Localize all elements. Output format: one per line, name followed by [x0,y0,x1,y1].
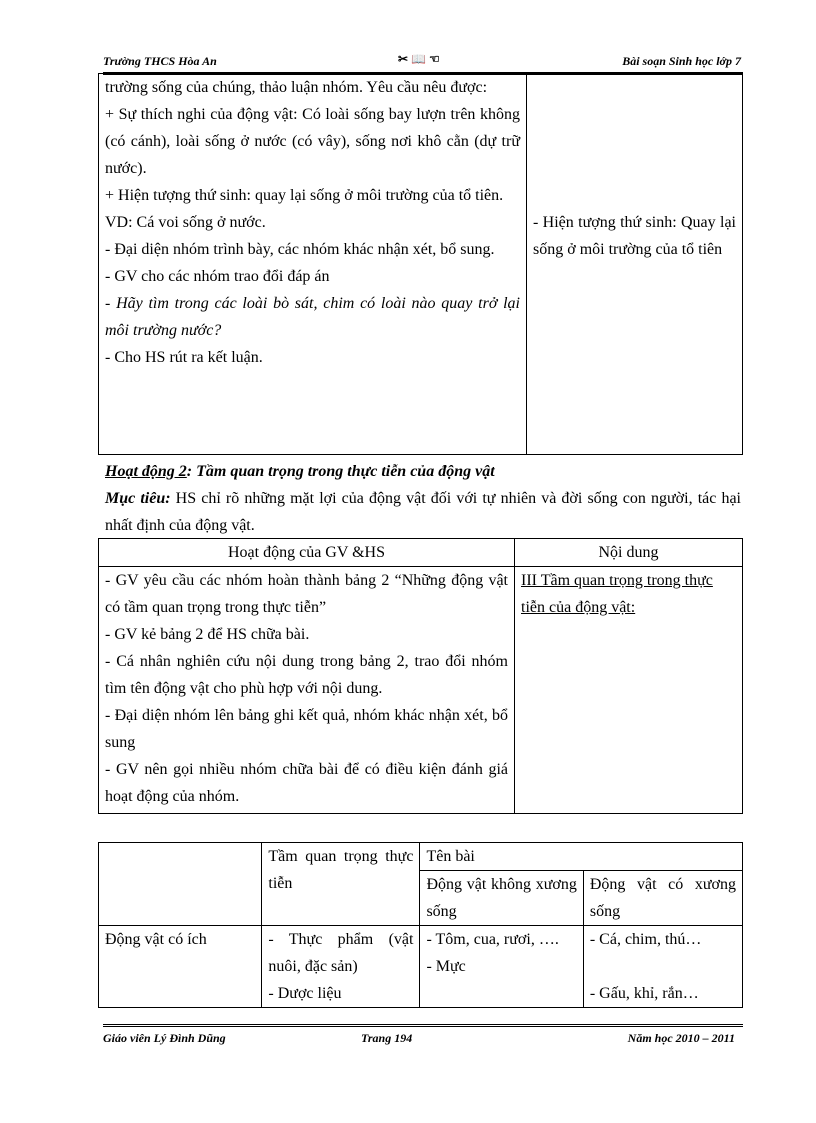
text-line: - GV nên gọi nhiều nhóm chữa bài để có điều kiện đánh giá hoạt động của nhóm. [105,761,508,805]
activity-2-title [105,458,741,485]
section-heading: III Tầm quan trọng trong thực tiễn của động vật: [521,572,713,616]
header-name: Tên bài [420,843,743,871]
footer-school-year: Năm học 2010 – 2011 [627,1031,735,1045]
row-label-useful: Động vật có ích [99,926,262,1008]
activity-2-heading: : Tầm quan trọng trong thực tiễn của động vật [186,463,495,480]
activity-table [98,538,743,814]
activity-left-cell [99,567,515,814]
text-line: - GV cho các nhóm trao đổi đáp án [105,268,330,285]
importance-medicine: - Dược liệu [268,985,342,1002]
invertebrate-cell [420,926,583,1008]
header-invertebrate: Động vật không xương sống [420,871,583,926]
activity-right-cell [515,567,743,814]
text-line: - Cá nhân nghiên cứu nội dung trong bảng 2, trao đổi nhóm tìm tên động vật cho phù hợp với nội dung. [105,653,508,697]
vertebrate-food: - Cá, chim, thú… [589,931,702,948]
invertebrate-medicine: - Mực [426,958,466,975]
continuation-left-cell [99,74,527,455]
text-line: + Hiện tượng thứ sinh: quay lại sống ở môi trường của tổ tiên. [105,187,504,204]
text-line: - Đại diện nhóm lên bảng ghi kết quả, nhóm khác nhận xét, bổ sung [105,707,508,751]
importance-food: - Thực phẩm (vật nuôi, đặc sản) [268,931,414,975]
page-footer [103,1024,743,1047]
goal-label: Mục tiêu: [105,490,171,507]
invertebrate-food: - Tôm, cua, rươi, …. [426,931,559,948]
text-line: - GV yêu cầu các nhóm hoàn thành bảng 2 “Những động vật có tầm quan trọng trong thực tiễn” [105,572,508,616]
footer-page-number: Trang 194 [361,1031,413,1045]
text-line: VD: Cá voi sống ở nước. [105,214,266,231]
importance-cell [262,926,420,1008]
continuation-table [98,73,743,455]
text-line: - Cho HS rút ra kết luận. [105,349,263,366]
col-header-activity: Hoạt động của GV &HS [99,539,515,567]
goal-text: HS chỉ rõ những mặt lợi của động vật đối với tự nhiên và đời sống con người, tác hại nhất định của động vật. [105,490,741,534]
text-line: - GV kẻ bảng 2 để HS chữa bài. [105,626,310,643]
text-line: trường sống của chúng, thảo luận nhóm. Yêu cầu nêu được: [105,79,488,96]
page-header [103,52,743,75]
col-header-content: Nội dung [515,539,743,567]
text-line: - Đại diện nhóm trình bày, các nhóm khác nhận xét, bổ sung. [105,241,495,258]
vertebrate-medicine: - Gấu, khỉ, rắn… [589,985,699,1002]
footer-teacher: Giáo viên Lý Đình Dũng [103,1031,226,1045]
text-line-question: - Hãy tìm trong các loài bò sát, chim có loài nào quay trở lại môi trường nước? [105,295,520,339]
header-subject: Bài soạn Sinh học lớp 7 [622,54,741,68]
activity-2-label: Hoạt động 2 [105,463,187,480]
importance-table [98,842,743,1008]
header-vertebrate: Động vật có xương sống [583,871,742,926]
conclusion-text: - Hiện tượng thứ sinh: Quay lại sống ở môi trường của tổ tiên [533,214,736,258]
text-line: + Sự thích nghi của động vật: Có loài sống bay lượn trên không (có cánh), loài sống ở nước (có vây), sống nơi khô cằn (dự trữ nước). [105,106,520,177]
header-school: Trường THCS Hòa An [103,54,217,68]
empty-corner-cell [99,843,262,926]
activity-2-goal [105,485,741,539]
vertebrate-cell [583,926,742,1008]
continuation-right-cell [527,74,743,455]
header-ornament-icon: ✂ 📖 ☜ [398,52,440,66]
header-importance: Tầm quan trọng thực tiễn [262,843,420,926]
